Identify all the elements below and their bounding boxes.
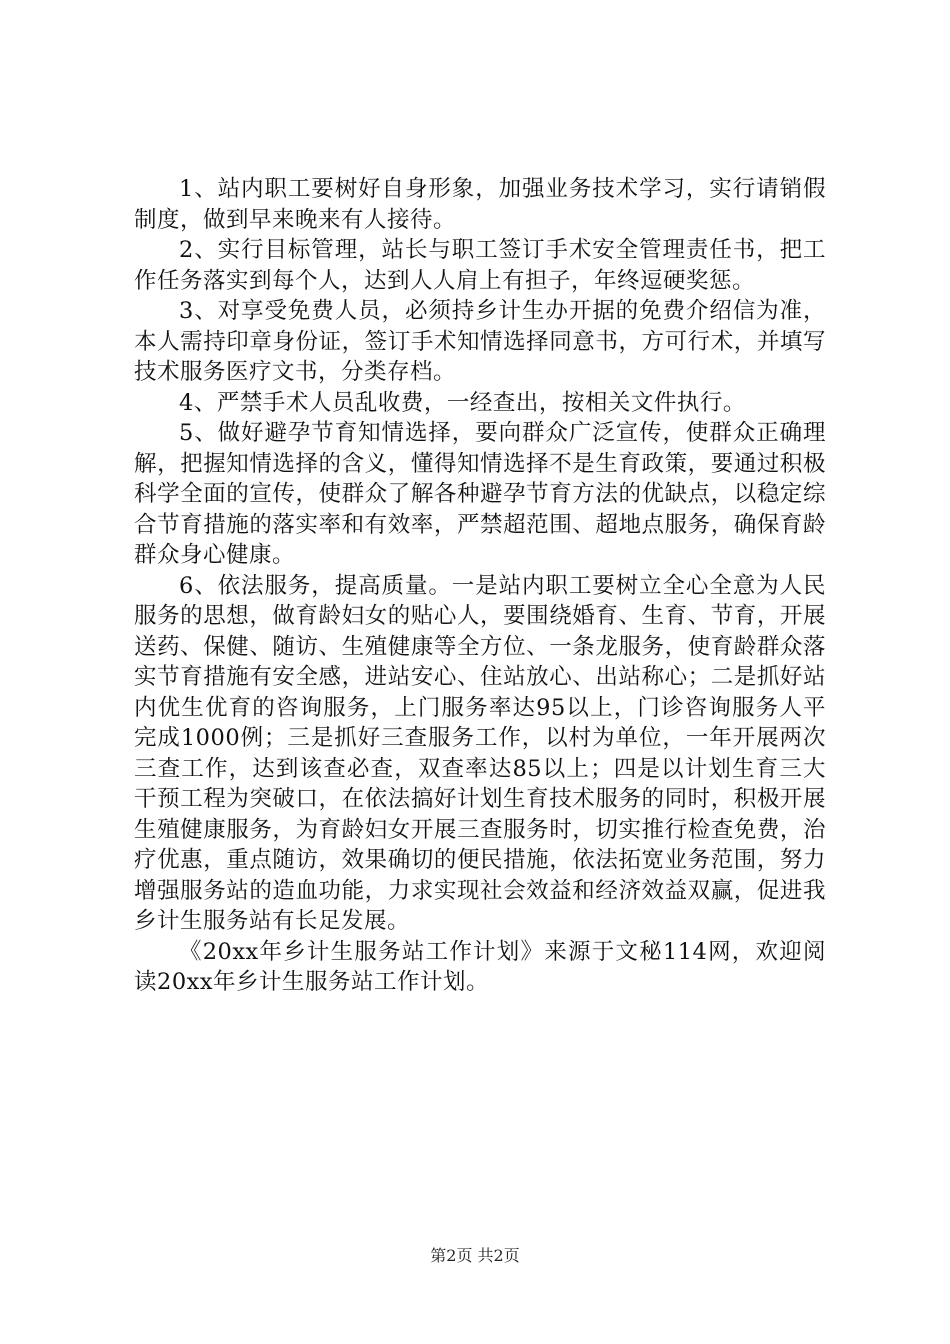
paragraph-3: 3、对享受免费人员，必须持乡计生办开据的免费介绍信为准，本人需持印章身份证，签订手术知情选择同意书，方可行术，并填写技术服务医疗文书，分类存档。 <box>134 298 826 385</box>
paragraph-6: 6、依法服务，提高质量。一是站内职工要树立全心全意为人民服务的思想，做育龄妇女的贴心人，要围绕婚育、生育、节育，开展送药、保健、随访、生殖健康等全方位、一条龙服务，使育龄群众落实节育措施有安全感，进站安心、住站放心、出站称心；二是抓好站内优生优育的咨询服务，上门服务率达95以上，门诊咨询服务人平完成1000例；三是抓好三查服务工作，以村为单位，一年开展两次三查工作，达到该查必查，双查率达85以上；四是以计划生育三大干预工程为突破口，在依法搞好计划生育技术服务的同时，积极开展生殖健康服务，为育龄妇女开展三查服务时，切实推行检查免费，治疗优惠，重点随访，效果确切的便民措施，依法拓宽业务范围，努力增强服务站的造血功能，力求实现社会效益和经济效益双赢，促进我乡计生服务站有长足发展。 <box>134 572 826 934</box>
document-body <box>134 174 826 998</box>
paragraph-source-note: 《20xx年乡计生服务站工作计划》来源于文秘114网，欢迎阅读20xx年乡计生服务站工作计划。 <box>134 938 826 995</box>
page-number-footer: 第2页 共2页 <box>430 1246 520 1265</box>
paragraph-4: 4、严禁手术人员乱收费，一经查出，按相关文件执行。 <box>179 389 746 416</box>
paragraph-2: 2、实行目标管理，站长与职工签订手术安全管理责任书，把工作任务落实到每个人，达到人人肩上有担子，年终逗硬奖惩。 <box>134 237 826 294</box>
paragraph-5: 5、做好避孕节育知情选择，要向群众广泛宣传，使群众正确理解，把握知情选择的含义，懂得知情选择不是生育政策，要通过积极科学全面的宣传，使群众了解各种避孕节育方法的优缺点，以稳定综合节育措施的落实率和有效率，严禁超范围、超地点服务，确保育龄群众身心健康。 <box>134 420 826 568</box>
paragraph-1: 1、站内职工要树好自身形象，加强业务技术学习，实行请销假制度，做到早来晚来有人接待。 <box>134 176 826 233</box>
